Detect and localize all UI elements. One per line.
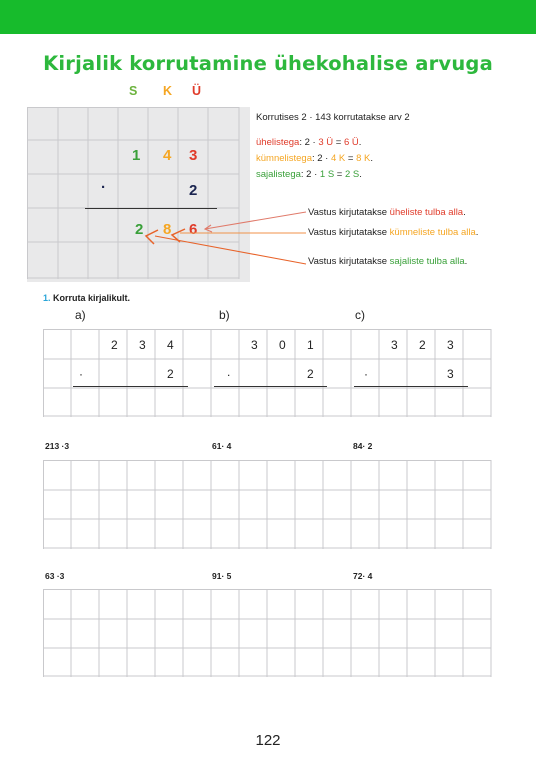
arrow-ones: [205, 212, 306, 229]
part-c-digit: 2: [419, 338, 426, 352]
page-title: Kirjalik korrutamine ühekohalise arvuga: [43, 52, 493, 75]
part-c-digit: 3: [391, 338, 398, 352]
part-b-label: b): [219, 308, 230, 322]
part-b-digit: 3: [251, 338, 258, 352]
factor-tens-digit: 4: [163, 147, 172, 164]
part-a-digit: 2: [111, 338, 118, 352]
part-b-dot: .: [227, 365, 231, 379]
arrow-hundreds: [155, 236, 306, 264]
part-a-dot: ·: [79, 367, 83, 381]
arrow-hundreds-head: [146, 230, 158, 244]
task-label: 72· 4: [353, 571, 373, 581]
part-b-digit: 0: [279, 338, 286, 352]
part-b-digit: 1: [307, 338, 314, 352]
explanation-hundreds: sajalistega: 2 · 1 S = 2 S.: [256, 169, 362, 180]
note-ones: Vastus kirjutatakse üheliste tulba alla.: [308, 207, 466, 218]
arrows: [0, 0, 536, 300]
tens-column-header: K: [163, 84, 173, 98]
part-a-digit: 3: [139, 338, 146, 352]
ones-column-header: Ü: [192, 84, 202, 98]
task-label: 61· 4: [212, 441, 232, 451]
result-ones-digit: 6: [189, 221, 198, 238]
part-c-digit: 3: [447, 338, 454, 352]
part-c-line: [354, 386, 468, 387]
result-hundreds-digit: 2: [135, 221, 144, 238]
note-hundreds: Vastus kirjutatakse sajaliste tulba alla.: [308, 256, 468, 267]
part-c-dot: ·: [364, 367, 368, 381]
exercise-heading: 1. Korruta kirjalikult.: [43, 293, 131, 303]
part-a-line: [73, 386, 188, 387]
part-b-line: [214, 386, 327, 387]
task-label: 91· 5: [212, 571, 232, 581]
explanation-tens: kümnelistega: 2 · 4 K = 8 K.: [256, 153, 373, 164]
part-c-multiplier: 3: [447, 367, 454, 381]
explanation-intro: Korrutises 2 · 143 korrutatakse arv 2: [256, 112, 410, 123]
multiplication-dot: ·: [101, 179, 106, 196]
task-label: 84· 2: [353, 441, 373, 451]
hundreds-column-header: S: [129, 84, 138, 98]
part-a-digit: 4: [167, 338, 174, 352]
multiplier-digit: 2: [189, 182, 198, 199]
part-a-label: a): [75, 308, 86, 322]
work-grid-2: [43, 589, 495, 677]
result-tens-digit: 8: [163, 221, 172, 238]
page-number: 122: [255, 732, 281, 749]
task-label: 213 ·3: [45, 441, 70, 451]
factor-ones-digit: 3: [189, 147, 198, 164]
part-a-multiplier: 2: [167, 367, 174, 381]
work-grid-1: [43, 460, 495, 549]
factor-hundreds-digit: 1: [132, 147, 141, 164]
part-b-multiplier: 2: [307, 367, 314, 381]
explanation-ones: ühelistega: 2 · 3 Ü = 6 Ü.: [256, 137, 362, 148]
task-label: 63 ·3: [45, 571, 65, 581]
note-tens: Vastus kirjutatakse kümneliste tulba alla.: [308, 227, 479, 238]
part-c-label: c): [355, 308, 365, 322]
